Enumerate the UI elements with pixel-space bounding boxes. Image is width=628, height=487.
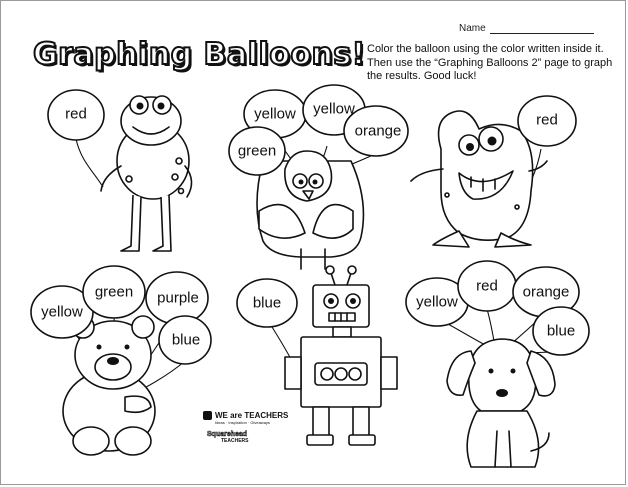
balloon-label-dog-blue: blue: [546, 322, 576, 340]
balloon-label-dog-red: red: [476, 277, 498, 295]
squarehead-text: Squarehead: [207, 431, 248, 438]
balloon-label-bird-yellow-1: yellow: [254, 105, 296, 123]
balloon-label-monster-red: red: [536, 111, 558, 129]
instructions-text: Color the balloon using the color written inside it. Then use the “Graphing Balloons 2” page to graph the results. Good luck!: [367, 43, 613, 82]
balloon-label-dog-orange: orange: [522, 283, 570, 301]
squarehead-sub-text: TEACHERS: [221, 438, 249, 444]
weareteachers-mark-icon: [203, 411, 212, 420]
balloon-label-bird-yellow-2: yellow: [313, 100, 355, 118]
squarehead-teachers-logo: [207, 431, 249, 444]
balloon-label-robot-blue: blue: [252, 294, 282, 312]
balloon-label-bear-yellow: yellow: [41, 303, 83, 321]
balloon-label-bird-orange: orange: [354, 122, 402, 140]
coloring-artwork: [1, 1, 626, 485]
weareteachers-tagline: Ideas · Inspiration · Giveaways: [215, 420, 270, 426]
balloon-label-bear-blue: blue: [171, 331, 201, 349]
balloon-label-frog-red: red: [65, 105, 87, 123]
worksheet-title: Graphing Balloons!: [33, 37, 366, 72]
balloon-label-bear-purple: purple: [157, 289, 199, 307]
name-label: Name: [459, 23, 486, 34]
balloon-label-bear-green: green: [94, 283, 134, 301]
weareteachers-text: WE are TEACHERS: [215, 411, 289, 420]
balloon-label-dog-yellow: yellow: [416, 293, 458, 311]
weareteachers-logo: [203, 411, 288, 425]
balloon-label-bird-green: green: [237, 142, 277, 160]
